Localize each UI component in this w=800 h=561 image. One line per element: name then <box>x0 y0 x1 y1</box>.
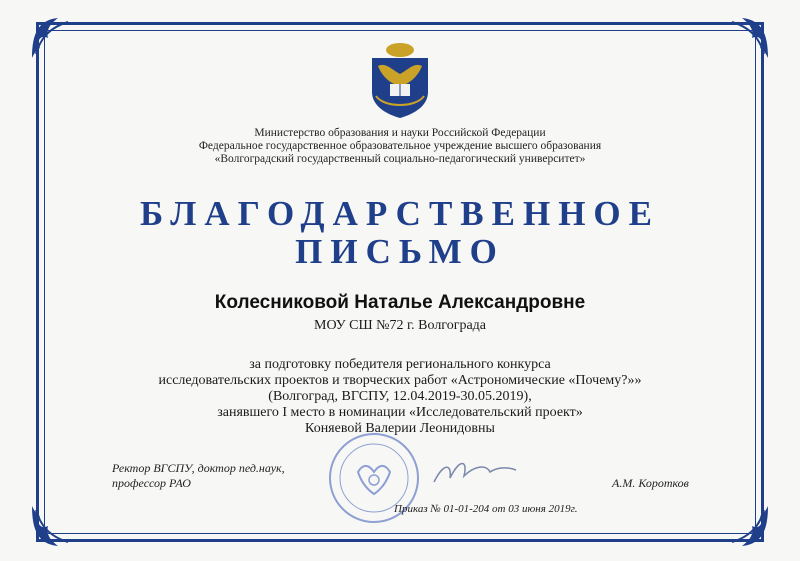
body-line: Коняевой Валерии Леонидовны <box>305 421 495 436</box>
order-reference: Приказ № 01-01-204 от 03 июня 2019г. <box>394 503 578 515</box>
signatory-name: А.М. Коротков <box>612 476 689 490</box>
corner-ornament-icon <box>726 504 772 550</box>
recipient-name: Колесниковой Наталье Александровне <box>214 292 586 313</box>
body-line: исследовательских проектов и творческих работ «Астрономические «Почему?»» <box>158 373 642 388</box>
body-line: (Волгоград, ВГСПУ, 12.04.2019-30.05.2019), <box>268 389 532 404</box>
recipient-school: МОУ СШ №72 г. Волгограда <box>314 318 486 333</box>
ministry-line: Министерство образования и науки Российской Федерации <box>254 127 546 139</box>
university-emblem-icon <box>368 40 432 120</box>
document-title-line2: ПИСЬМО <box>295 232 505 271</box>
institution-type-line: Федеральное государственное образовательное учреждение высшего образования <box>198 140 602 152</box>
corner-ornament-icon <box>28 14 74 60</box>
body-line: занявшего I место в номинации «Исследовательский проект» <box>217 405 583 420</box>
corner-ornament-icon <box>726 14 772 60</box>
university-name-line: «Волгоградский государственный социально-педагогический университет» <box>214 153 586 165</box>
corner-ornament-icon <box>28 504 74 550</box>
signature-icon <box>430 452 520 492</box>
signatory-position-line: профессор РАО <box>112 476 191 490</box>
body-text <box>0 357 800 437</box>
body-line: за подготовку победителя регионального конкурса <box>249 357 551 372</box>
document-title: БЛАГОДАРСТВЕННОЕ <box>140 194 660 233</box>
ministry-header <box>0 127 800 166</box>
signatory-position <box>112 461 285 491</box>
signatory-position-line: Ректор ВГСПУ, доктор пед.наук, <box>112 461 285 475</box>
